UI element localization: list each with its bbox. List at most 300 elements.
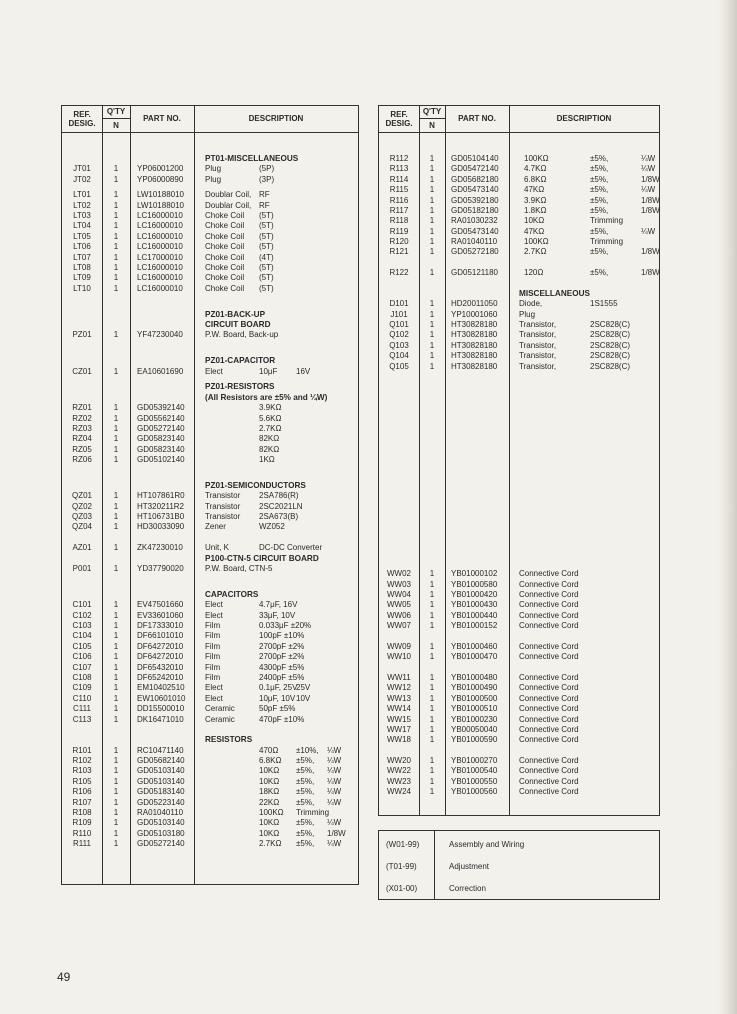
description-type: Unit, K [205,543,230,553]
part-number: HT106731B0 [137,512,185,522]
ref-desig: C109 [72,683,92,693]
part-number: LC16000010 [137,273,183,283]
description-wattage: ¼W [327,756,342,766]
ref-desig: LT10 [73,283,91,293]
table-row [62,367,358,377]
description-type: Connective Cord [519,776,579,786]
description-type: Transistor, [519,330,557,340]
part-number: YP06000890 [137,174,184,184]
part-number: YB01000420 [451,589,498,599]
ref-desig: R111 [73,839,91,849]
description-value: 10KΩ [259,776,280,786]
header-ref-desig [379,110,419,128]
table-row [62,777,358,787]
table-row [62,621,358,631]
part-number: EV47501660 [137,600,184,610]
table-row [62,683,358,693]
description-type: Plug [519,309,536,319]
description-rating: ±5%, [590,205,609,215]
description-value: 22KΩ [259,797,280,807]
ref-desig: R113 [389,164,409,174]
description-value: 100pF ±10% [259,631,305,641]
parts-table-right [378,105,660,816]
part-number: DD15500010 [137,704,185,714]
part-number: LW10188010 [137,190,184,200]
legend-row [379,877,659,899]
quantity: 1 [429,787,435,797]
quantity: 1 [429,724,435,734]
table-row [379,704,659,714]
table-row [62,631,358,641]
description-rating: ±5%, [296,787,315,797]
table-row [62,424,358,434]
quantity: 1 [429,247,435,257]
table-row [379,237,659,247]
quantity: 1 [113,366,119,376]
description-type: Choke Coil [205,252,245,262]
quantity: 1 [429,351,435,361]
quantity: 1 [429,579,435,589]
quantity: 1 [113,621,119,631]
table-row [62,839,358,849]
description-rating: ±5%, [590,174,609,184]
table-row [62,330,358,340]
ref-desig: J101 [390,309,408,319]
quantity: 1 [429,226,435,236]
description-value: 2.7KΩ [524,247,547,257]
ref-desig: RZ01 [72,403,92,413]
ref-desig: WW17 [387,724,411,734]
quantity: 1 [113,200,119,210]
ref-desig: P001 [72,564,92,573]
quantity: 1 [429,766,435,776]
quantity: 1 [113,543,119,553]
ref-desig: WW12 [387,683,411,693]
description-type: Connective Cord [519,683,579,693]
part-number: HT30828180 [451,330,498,340]
ref-desig: C102 [72,610,92,620]
description-type: Connective Cord [519,621,579,631]
description-wattage: 1/8W [641,247,660,257]
ref-desig: C111 [73,704,91,714]
part-number: YB01000480 [451,673,498,682]
ref-desig: QZ02 [71,501,92,511]
ref-desig: WW14 [387,704,411,714]
table-row [62,434,358,444]
description-type: Connective Cord [519,714,579,724]
section-heading: MISCELLANEOUS [519,288,590,298]
description-type: Film [205,631,221,641]
description-wattage: ¼W [327,766,342,776]
part-number: HD30033090 [137,522,185,532]
description-value: (5T) [259,242,274,252]
description-rating: 16V [296,366,311,376]
description-type: Film [205,673,221,682]
table-row [62,829,358,839]
description-type: Transistor [205,501,241,511]
table-row [379,206,659,216]
quantity: 1 [113,693,119,703]
description-type: Connective Cord [519,569,579,579]
quantity: 1 [113,423,119,433]
description-rating: ±5%, [590,195,609,205]
description-rating: 25V [296,683,311,693]
table-row [379,766,659,776]
ref-desig: RZ04 [72,434,92,444]
ref-desig: WW03 [387,579,411,589]
description-type: Connective Cord [519,641,579,651]
description-type: Choke Coil [205,221,245,231]
description-value: 2SC2021LN [259,501,303,511]
quantity: 1 [113,413,119,423]
description-type: Film [205,641,221,651]
description-value: 18KΩ [259,787,280,797]
quantity: 1 [113,683,119,693]
part-number: GD05183140 [137,787,185,797]
table-row [379,268,659,278]
ref-desig: C107 [72,662,92,672]
ref-desig: R114 [389,174,409,184]
description-type: Choke Coil [205,231,245,241]
part-number: GD05103140 [137,776,185,786]
ref-desig: WW07 [387,621,411,631]
quantity: 1 [113,512,119,522]
part-number: YB01000102 [451,569,498,579]
ref-desig: R110 [72,828,92,838]
legend-code: (X01-00) [386,884,418,893]
ref-desig: C104 [72,631,92,641]
description-type: Choke Coil [205,242,245,252]
ref-desig: LT07 [73,252,91,262]
quantity: 1 [429,735,435,745]
description-value: 4300pF ±5% [259,662,305,672]
quantity: 1 [113,787,119,797]
table-row [379,320,659,330]
part-number: YB01000550 [451,776,498,786]
ref-desig: R105 [72,776,92,786]
description-value: (5P) [259,164,275,174]
ref-desig: C105 [72,641,92,651]
table-row [379,652,659,662]
table-row [62,642,358,652]
table-row [62,455,358,465]
part-number: GD05103140 [137,818,185,828]
quantity: 1 [113,600,119,610]
description-type: Connective Cord [519,693,579,703]
quantity: 1 [113,776,119,786]
quantity: 1 [113,501,119,511]
header-desig: DESIG. [68,119,96,128]
description-value: 100KΩ [524,154,549,163]
description-wattage: ¼W [327,818,342,828]
quantity: 1 [429,185,435,195]
ref-desig: R112 [389,154,409,163]
part-number: DF65242010 [137,673,184,682]
quantity: 1 [113,444,119,454]
description-wattage: ¼W [327,776,342,786]
description-type: Doublar Coil, [205,190,252,200]
change-code-legend [378,830,660,900]
description-type: Ceramic [205,704,235,714]
quantity: 1 [113,262,119,272]
quantity: 1 [429,621,435,631]
quantity: 1 [429,600,435,610]
description-rating: ±5%, [296,776,315,786]
section-heading: (All Resistors are ±5% and ¼W) [205,392,328,402]
part-number: EM10402510 [137,683,185,693]
description-type: Transistor, [519,340,557,350]
description-rating: 2SC828(C) [590,330,631,340]
ref-desig: Q104 [389,351,409,361]
part-number: GD05103140 [137,766,185,776]
ref-desig: Q105 [389,361,409,371]
header-qty: Q'TY [106,107,126,116]
table-row [62,164,358,174]
ref-desig: R109 [72,818,92,828]
quantity: 1 [113,174,119,184]
description-type: Connective Cord [519,673,579,682]
table-row [62,808,358,818]
description-rating: Trimming [296,807,330,817]
description-value: 10KΩ [259,818,280,828]
description-type: Elect [205,683,223,693]
quantity: 1 [113,330,119,340]
quantity: 1 [113,242,119,252]
ref-desig: LT04 [73,221,91,231]
ref-desig: R103 [72,766,92,776]
table-row [62,787,358,797]
quantity: 1 [429,714,435,724]
description-type: Connective Cord [519,724,579,734]
description-rating: 1S1555 [590,299,618,309]
description-value: 10μF, 10V [259,693,296,703]
header-ref-desig [62,110,102,128]
description-value: (5T) [259,221,274,231]
ref-desig: Q101 [389,320,409,330]
ref-desig: AZ01 [72,543,92,553]
description-value: 470pF ±10% [259,714,305,724]
table-row [379,715,659,725]
section-heading: CAPACITORS [205,589,259,599]
table-row [62,242,358,252]
table-row [62,663,358,673]
quantity: 1 [429,205,435,215]
description-value: 10KΩ [259,828,280,838]
description-value: 3.9KΩ [524,195,547,205]
table-row [62,746,358,756]
part-number: EA10601690 [137,366,184,376]
ref-desig: WW20 [387,756,411,766]
table-row [62,673,358,683]
part-number: GD05562140 [137,413,185,423]
description-value: (4T) [259,252,274,262]
description-value: 82KΩ [259,434,280,444]
description-rating: 2SC828(C) [590,351,631,361]
description-value: 50pF ±5% [259,704,296,714]
description-rating: ±5%, [296,818,315,828]
description-rating: ±5%, [296,839,315,849]
description-type: Connective Cord [519,600,579,610]
table-row [379,777,659,787]
legend-label: Assembly and Wiring [449,840,525,849]
quantity: 1 [429,683,435,693]
description-wattage: ¼W [327,745,342,755]
part-number: HD20011050 [451,299,498,309]
quantity: 1 [429,340,435,350]
description-value: (5T) [259,262,274,272]
quantity: 1 [113,704,119,714]
description-value: 4.7KΩ [524,164,547,174]
description-rating: Trimming [590,237,624,247]
table-row [62,253,358,263]
table-row [379,154,659,164]
header-desig: DESIG. [385,119,413,128]
ref-desig: Q102 [389,330,409,340]
ref-desig: QZ01 [71,491,92,501]
description-type: Elect [205,693,223,703]
ref-desig: JT02 [73,174,91,184]
part-number: GD05682180 [451,174,499,184]
part-number: GD05472140 [451,164,499,174]
part-number: GD05272140 [137,423,185,433]
description-rating: 2SC828(C) [590,340,631,350]
header-ref: REF. [73,110,91,119]
quantity: 1 [113,211,119,221]
ref-desig: R119 [389,226,409,236]
description-type: Connective Cord [519,652,579,662]
ref-desig: WW04 [387,589,411,599]
ref-desig: WW18 [387,735,411,745]
description-type: Plug [205,174,222,184]
quantity: 1 [429,195,435,205]
legend-code: (W01-99) [386,840,420,849]
part-number: LC17000010 [137,252,183,262]
table-row [379,694,659,704]
table-row [62,502,358,512]
ref-desig: R117 [389,205,409,215]
table-row [62,611,358,621]
description-rating: 2SC828(C) [590,320,631,330]
description-value: 47KΩ [524,226,545,236]
quantity: 1 [429,776,435,786]
table-row [379,642,659,652]
table-row [379,621,659,631]
header-part-no: PART NO. [143,114,181,123]
ref-desig: R122 [389,268,409,278]
description-rating: ±5%, [590,154,609,163]
parts-table-left [61,105,359,885]
quantity: 1 [429,154,435,163]
part-number: DF64272010 [137,652,184,662]
description-value: 6.8KΩ [259,756,282,766]
part-number: GD05104140 [451,154,499,163]
description-value: 33μF, 10V [259,610,296,620]
table-row [62,201,358,211]
table-row [62,284,358,294]
part-number: YB01000490 [451,683,498,693]
table-header [62,106,358,133]
part-number: LC16000010 [137,283,183,293]
part-number: DF65432010 [137,662,184,672]
description-value: 100KΩ [524,237,549,247]
description-wattage: ¼W [641,154,656,163]
description-type: Doublar Coil, [205,200,252,210]
quantity: 1 [429,237,435,247]
description-wattage: ¼W [641,185,656,195]
quantity: 1 [113,455,119,465]
description-type: Choke Coil [205,283,245,293]
part-number: HT30828180 [451,320,498,330]
description-value: 4.7μF, 16V [259,600,298,610]
description-wattage: ¼W [327,839,342,849]
description-value: 5.6KΩ [259,413,282,423]
part-number: RA01030232 [451,216,498,226]
description-type: Choke Coil [205,273,245,283]
description-value: 2700pF ±2% [259,652,305,662]
ref-desig: Q103 [389,340,409,350]
description-rating: ±5%, [296,766,315,776]
part-number: YB01000460 [451,641,498,651]
description-rating: ±5%, [296,797,315,807]
part-number: YB01000270 [451,756,498,766]
part-number: LC16000010 [137,211,183,221]
section-heading: P100-CTN-5 CIRCUIT BOARD [205,553,319,563]
ref-desig: R118 [389,216,409,226]
table-row [379,196,659,206]
table-row [62,211,358,221]
table-row [62,190,358,200]
ref-desig: RZ03 [72,423,92,433]
description-type: Connective Cord [519,579,579,589]
quantity: 1 [113,766,119,776]
part-number: YB01000440 [451,610,498,620]
description-value: WZ052 [259,522,285,532]
legend-row [379,833,659,855]
description-type: Choke Coil [205,262,245,272]
ref-desig: R121 [389,247,409,257]
quantity: 1 [113,221,119,231]
section-heading: CIRCUIT BOARD [205,320,271,330]
quantity: 1 [429,641,435,651]
part-number: GD05272140 [137,839,185,849]
part-number: LC16000010 [137,262,183,272]
table-row [379,580,659,590]
description-wattage: 1/8W [641,268,660,278]
quantity: 1 [429,330,435,340]
table-row [379,787,659,797]
description-value: 2SA786(R) [259,491,299,501]
table-row [62,766,358,776]
quantity: 1 [113,641,119,651]
table-row [379,227,659,237]
legend-row [379,855,659,877]
description-value: 10KΩ [524,216,545,226]
ref-desig: WW09 [387,641,411,651]
description-type: Connective Cord [519,735,579,745]
description-type: Connective Cord [519,610,579,620]
quantity: 1 [429,164,435,174]
part-number: GD05682140 [137,756,185,766]
table-row [62,263,358,273]
table-row [62,652,358,662]
part-number: YB01000152 [451,621,498,631]
ref-desig: RZ02 [72,413,92,423]
description-rating: ±5%, [590,185,609,195]
part-number: HT30828180 [451,361,498,371]
description-type: Zener [205,522,226,532]
description-wattage: 1/8W [641,205,660,215]
part-number: YD37790020 [137,564,184,573]
